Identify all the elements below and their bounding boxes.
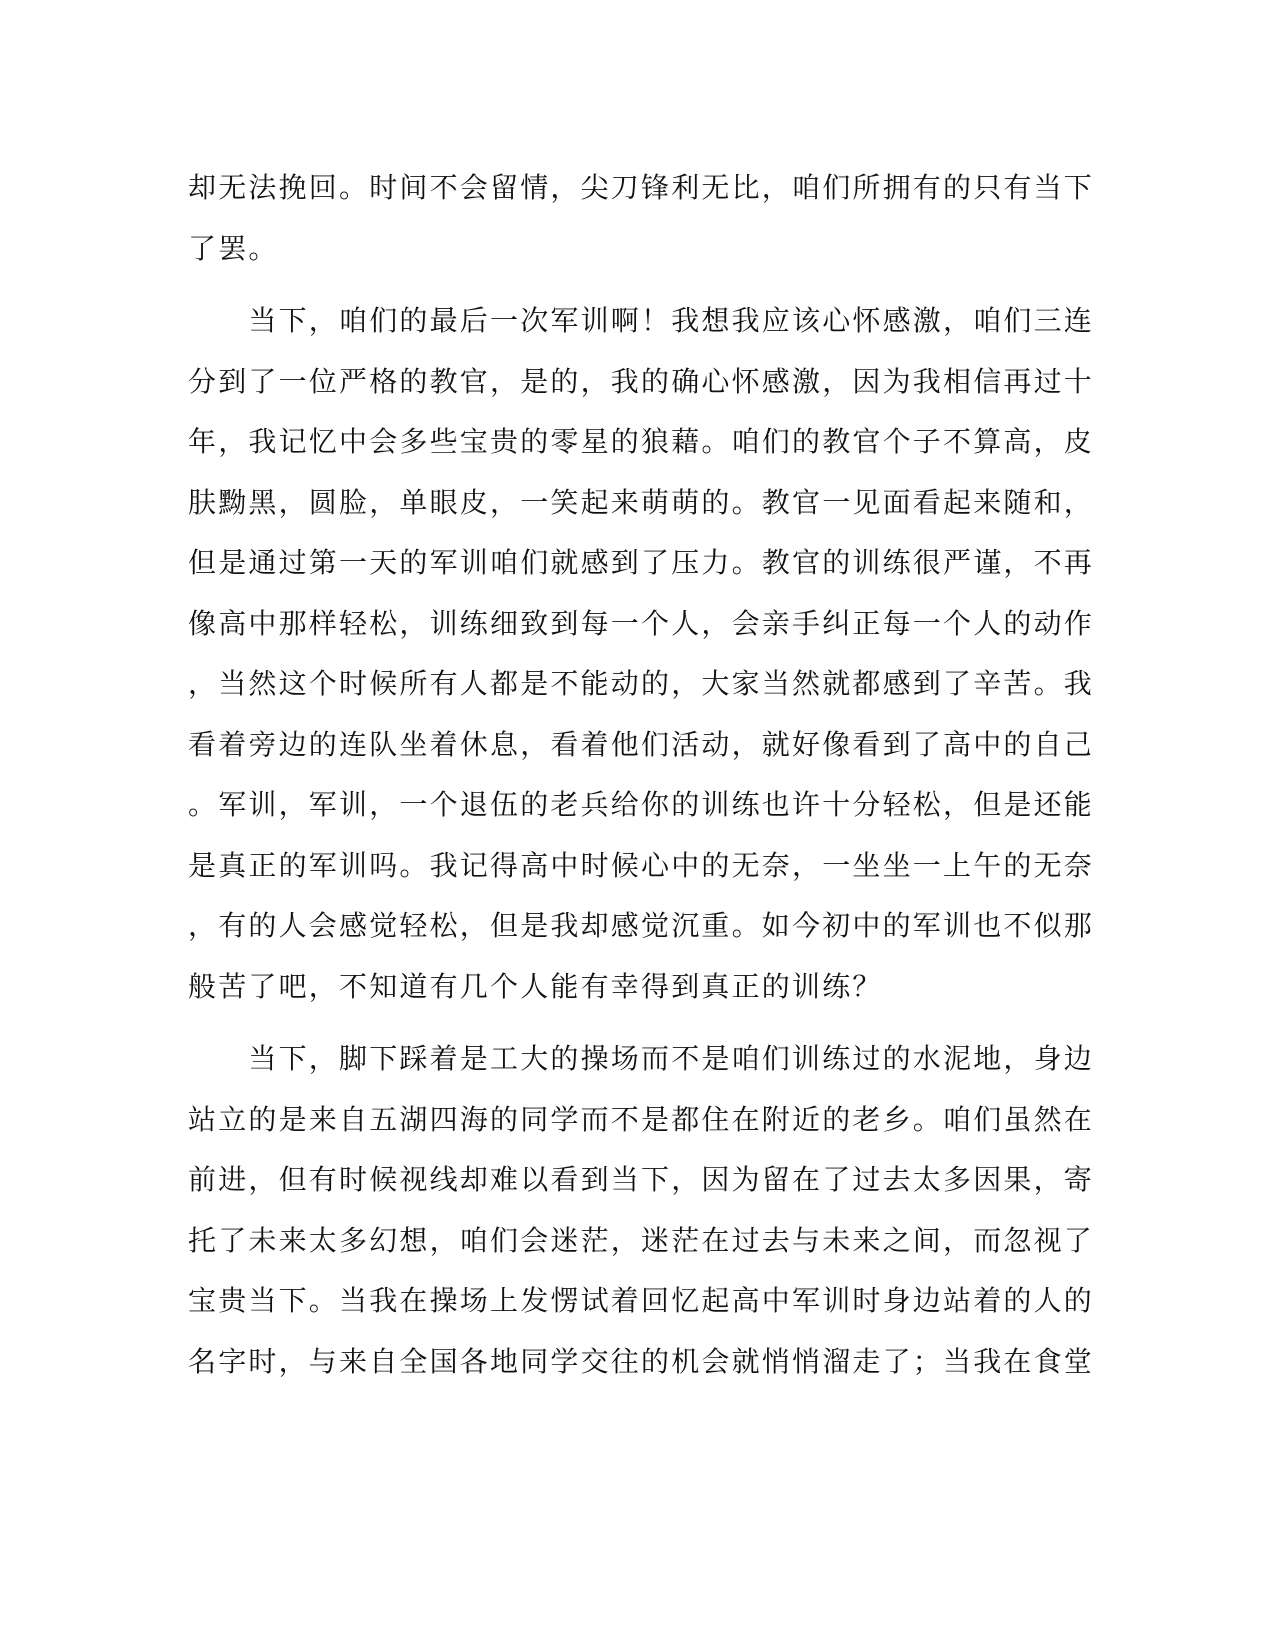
text-line: 年，我记忆中会多些宝贵的零星的狼藉。咱们的教官个子不算高，皮 — [188, 425, 1095, 458]
body-text — [188, 158, 1095, 1392]
text-line: ，有的人会感觉轻松，但是我却感觉沉重。如今初中的军训也不似那 — [188, 909, 1095, 942]
text-line: 般苦了吧，不知道有几个人能有幸得到真正的训练？ — [188, 969, 883, 1003]
text-line: 却无法挽回。时间不会留情，尖刀锋利无比，咱们所拥有的只有当下 — [188, 171, 1095, 204]
text-line: 名字时，与来自全国各地同学交往的机会就悄悄溜走了；当我在食堂 — [188, 1344, 1095, 1378]
text-line: 前进，但有时候视线却难以看到当下，因为留在了过去太多因果，寄 — [188, 1163, 1095, 1196]
text-line: 。军训，军训，一个退伍的老兵给你的训练也许十分轻松，但是还能 — [188, 788, 1095, 821]
text-line: 看着旁边的连队坐着休息，看着他们活动，就好像看到了高中的自己 — [188, 727, 1095, 761]
text-line: 分到了一位严格的教官，是的，我的确心怀感激，因为我相信再过十 — [188, 364, 1095, 398]
text-line: 托了未来太多幻想，咱们会迷茫，迷茫在过去与未来之间，而忽视了 — [188, 1223, 1095, 1257]
text-line: 像高中那样轻松，训练细致到每一个人，会亲手纠正每一个人的动作 — [188, 606, 1095, 640]
text-line: 宝贵当下。当我在操场上发愣试着回忆起高中军训时身边站着的人的 — [188, 1284, 1095, 1317]
text-line: 肤黝黑，圆脸，单眼皮，一笑起来萌萌的。教官一见面看起来随和， — [188, 485, 1095, 519]
text-line: ，当然这个时候所有人都是不能动的，大家当然就都感到了辛苦。我 — [188, 667, 1095, 700]
paragraph-gap — [188, 279, 1088, 291]
text-line: 当下，咱们的最后一次军训啊！我想我应该心怀感激，咱们三连 — [188, 304, 1095, 337]
text-line: 站立的是来自五湖四海的同学而不是都住在附近的老乡。咱们虽然在 — [188, 1102, 1095, 1136]
text-line: 当下，脚下踩着是工大的操场而不是咱们训练过的水泥地，身边 — [188, 1042, 1095, 1075]
text-line: 是真正的军训吗。我记得高中时候心中的无奈，一坐坐一上午的无奈 — [188, 848, 1095, 882]
text-line: 但是通过第一天的军训咱们就感到了压力。教官的训练很严谨，不再 — [188, 546, 1095, 579]
text-line: 了罢。 — [188, 231, 279, 265]
paragraph-gap — [188, 1017, 1088, 1029]
